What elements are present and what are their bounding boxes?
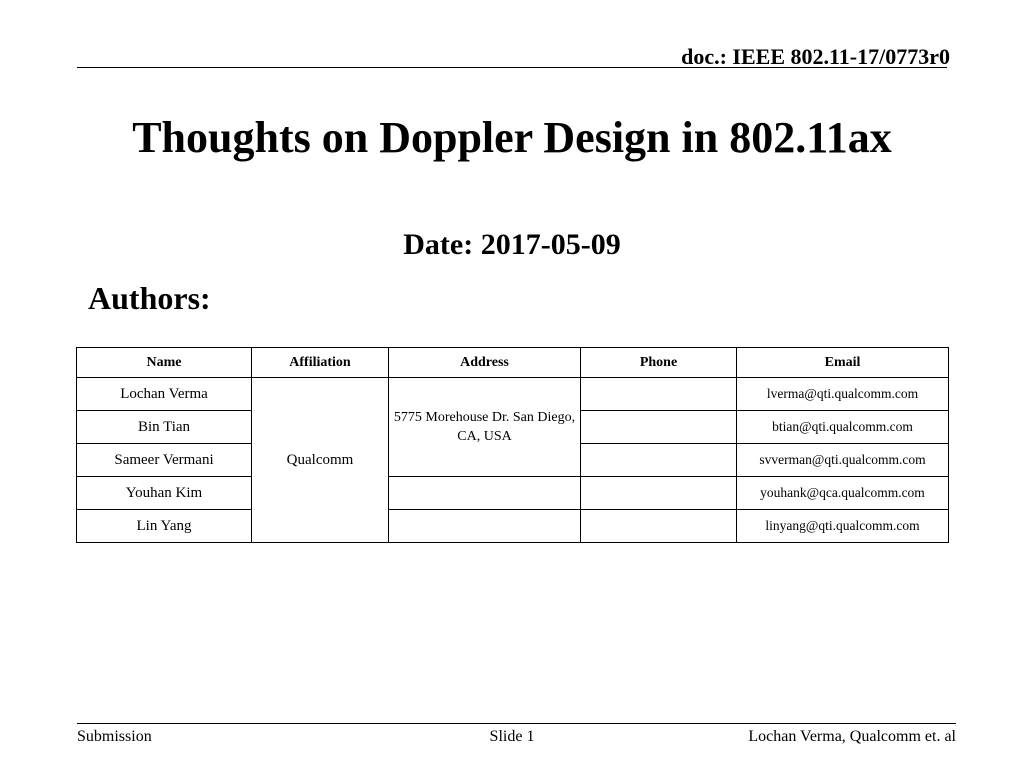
authors-table [76,347,949,543]
phone-cell [581,444,737,477]
footer-author-credit: Lochan Verma, Qualcomm et. al [748,728,956,745]
author-email: linyang@qti.qualcomm.com [737,510,949,543]
address-cell: 5775 Morehouse Dr. San Diego, CA, USA [389,378,581,477]
footer-divider [77,723,956,724]
footer-slide-number: Slide 1 [489,728,535,745]
address-cell-empty [389,510,581,543]
author-email: lverma@qti.qualcomm.com [737,378,949,411]
author-name: Youhan Kim [77,477,252,510]
phone-cell [581,477,737,510]
author-name: Bin Tian [77,411,252,444]
column-header-phone: Phone [581,348,737,378]
author-name: Lin Yang [77,510,252,543]
author-email: btian@qti.qualcomm.com [737,411,949,444]
table-header-row [77,348,949,378]
header-divider [77,67,947,68]
footer-submission: Submission [77,728,152,745]
table-row [77,477,949,510]
author-email: youhank@qca.qualcomm.com [737,477,949,510]
slide-date: Date: 2017-05-09 [403,228,621,261]
phone-cell [581,510,737,543]
doc-id-header: doc.: IEEE 802.11-17/0773r0 [681,44,950,69]
author-name: Lochan Verma [77,378,252,411]
column-header-address: Address [389,348,581,378]
column-header-name: Name [77,348,252,378]
author-email: svverman@qti.qualcomm.com [737,444,949,477]
table-row [77,378,949,411]
slide-title: Thoughts on Doppler Design in 802.11ax [132,113,892,162]
affiliation-cell: Qualcomm [252,378,389,543]
author-name: Sameer Vermani [77,444,252,477]
address-cell-empty [389,477,581,510]
column-header-affiliation: Affiliation [252,348,389,378]
table-row [77,510,949,543]
authors-label: Authors: [88,280,211,316]
phone-cell [581,378,737,411]
phone-cell [581,411,737,444]
column-header-email: Email [737,348,949,378]
